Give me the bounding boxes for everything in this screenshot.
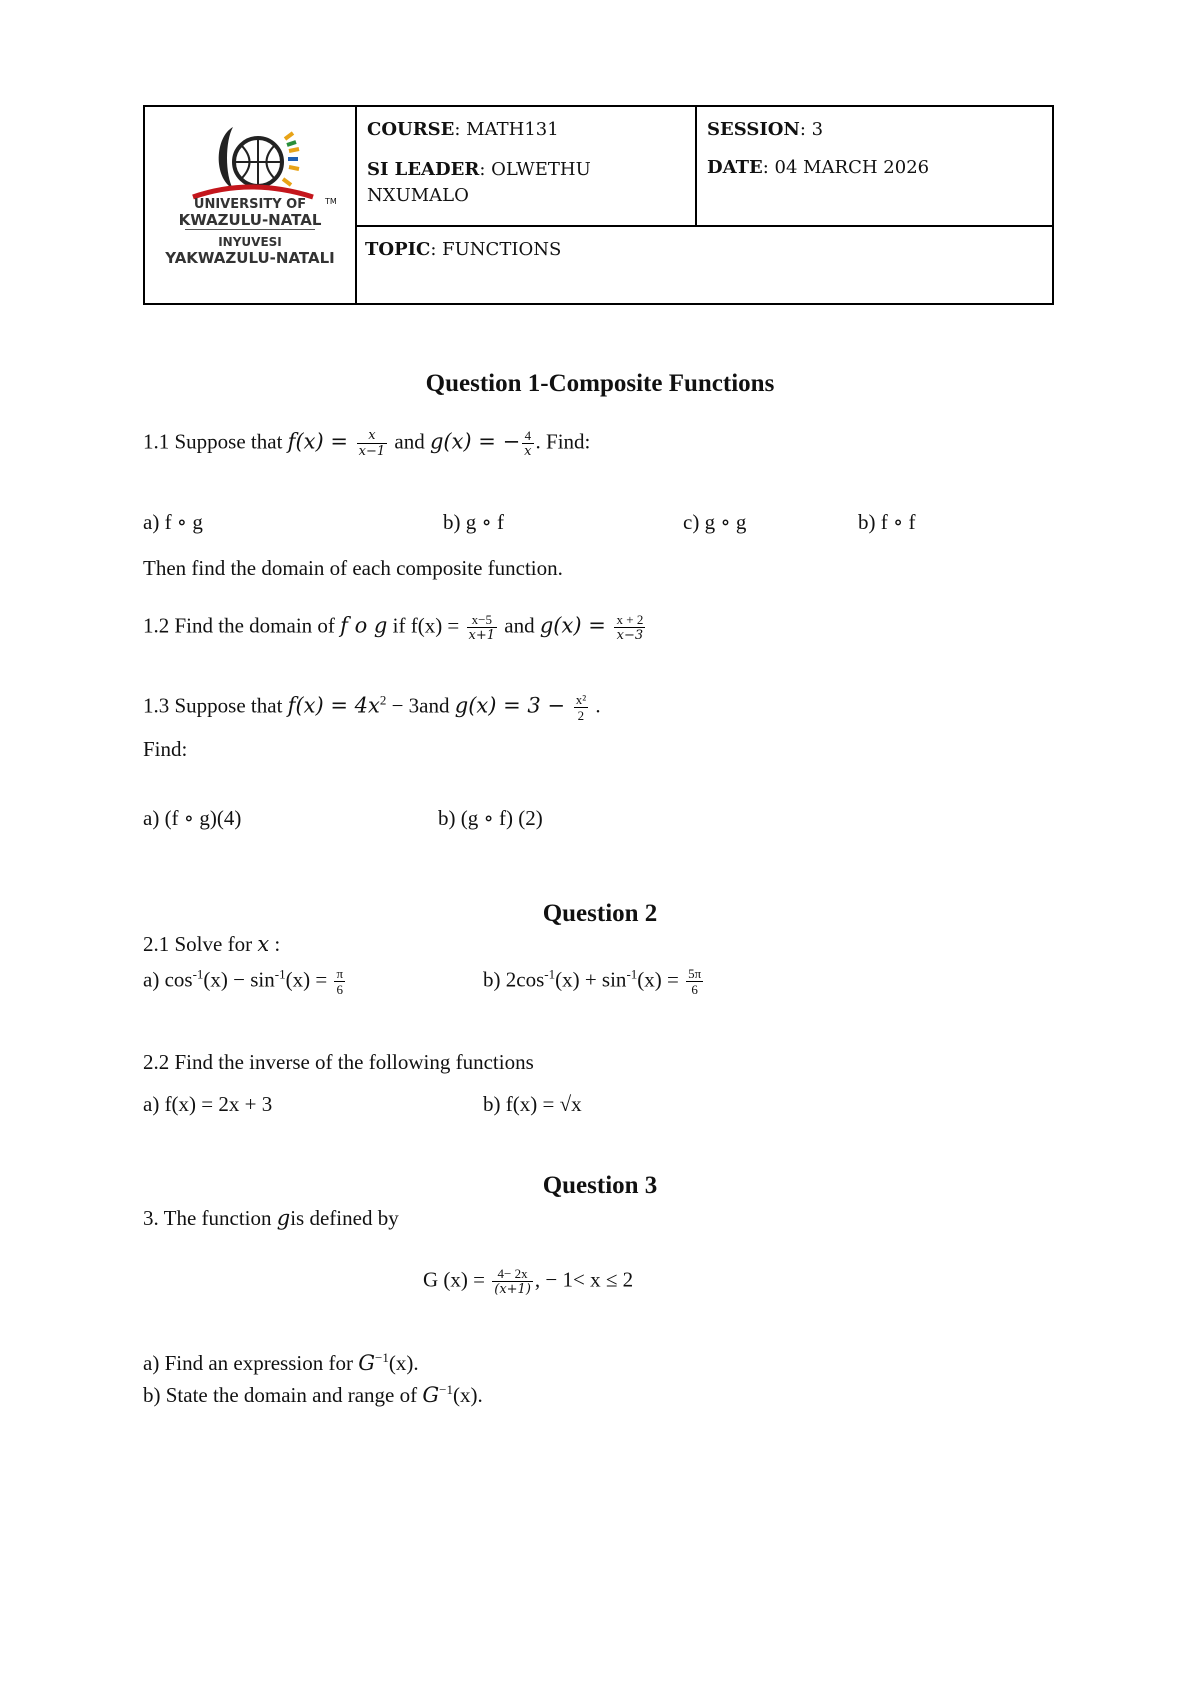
q1-3-text: 1.3 Suppose that $f(x) = 4x^2 - 3and$ g(x) = 3 − $\frac{\text{x²}}{2}$ . [143,692,601,723]
leader-value-2: NXUMALO [367,185,469,206]
date-value: : 04 MARCH 2026 [762,157,930,178]
q1-3-find: Find: [143,737,188,761]
q2-2-text: 2.2 Find the inverse of the following functions [143,1050,534,1074]
header-table [143,105,1054,305]
logo-divider [185,229,315,230]
trademark: TM [325,197,337,206]
q2-1-text: 2.1 Solve for x : [143,932,281,956]
q1-1-text: 1.1 Suppose that f(x) = $\frac{x}{x-1}$ and g(x) = − $\frac{4}{x}$ . Find: [143,428,591,459]
leader-label: SI LEADER [367,159,480,180]
fraction: $\frac{\text{x²}}{2}$ [575,692,587,723]
logo-text-line3: INYUVESI [218,235,282,249]
q2-2-part-a: a) f(x) = 2x + 3 [143,1092,273,1116]
q1-1-part-b: b) g ∘ f [443,510,505,534]
q3-part-a: a) Find an expression for $G^{-1}(x)$. [143,1350,419,1375]
fraction: $\frac{x}{x-1}$ [358,428,386,459]
course-label: COURSE [367,119,455,140]
question-3-title: Question 3 [542,1172,658,1199]
q3-equation: G (x) = $\frac{4- 2x}{(x+1)}$ , − 1< x ≤ 2 [423,1266,634,1297]
leader-value: : OLWETHU [479,159,591,180]
course-value: : MATH131 [454,119,559,140]
logo-text-line4: YAKWAZULU-NATALI [165,249,335,267]
fraction: $\frac{4}{x}$ [524,428,532,459]
q2-1-part-b: b) $2\cos^{-1}(x) + \sin^{-1}(x)$ = $\frac{5\pi}{6}$ [483,966,702,997]
session-label: SESSION [707,119,800,140]
topic-value: : FUNCTIONS [430,239,562,260]
course-cell [357,107,697,227]
q1-1-part-d: b) f ∘ f [858,510,916,534]
date-label: DATE [707,157,763,178]
fraction: $\frac{x + 2}{x-3}$ [616,612,644,643]
q1-3-part-a: a) (f ∘ g)(4) [143,806,242,830]
question-2-title: Question 2 [542,900,658,927]
q1-1-part-c: c) g ∘ g [683,510,747,534]
session-cell [697,107,1052,227]
university-logo-icon [163,117,337,207]
topic-cell [357,227,1052,303]
logo-text-line2: KWAZULU-NATAL [178,211,322,229]
q3-text: 3. The function gis defined by [143,1206,399,1230]
q1-2-text: 1.2 Find the domain of f o g if f(x) = $\frac{x-5}{x+1}$ and g(x) = $\frac{x + 2}{x-3}$ [143,612,644,643]
q1-1-domain-instruction: Then find the domain of each composite function. [143,556,563,580]
q3-part-b: b) State the domain and range of $G^{-1}(x)$. [143,1382,483,1407]
question-1-title: Question 1-Composite Functions [425,370,775,397]
logo-text-line1: UNIVERSITY OF [193,197,307,212]
q2-2-part-b: b) f(x) = √x [483,1092,582,1116]
topic-label: TOPIC [365,239,431,260]
fraction: $\frac{5\pi}{6}$ [688,966,702,997]
fraction: $\frac{\pi}{6}$ [336,966,344,997]
q1-1-part-a: a) f ∘ g [143,510,203,534]
fraction: $\frac{4- 2x}{(x+1)}$ [494,1266,531,1297]
q1-3-part-b: b) (g ∘ f) (2) [438,806,543,830]
fraction: $\frac{x-5}{x+1}$ [468,612,496,643]
q2-1-part-a: a) $\cos^{-1}(x) - \sin^{-1}(x)$ = $\frac{\pi}{6}$ [143,966,344,997]
logo-cell [145,107,357,303]
session-value: : 3 [799,119,824,140]
